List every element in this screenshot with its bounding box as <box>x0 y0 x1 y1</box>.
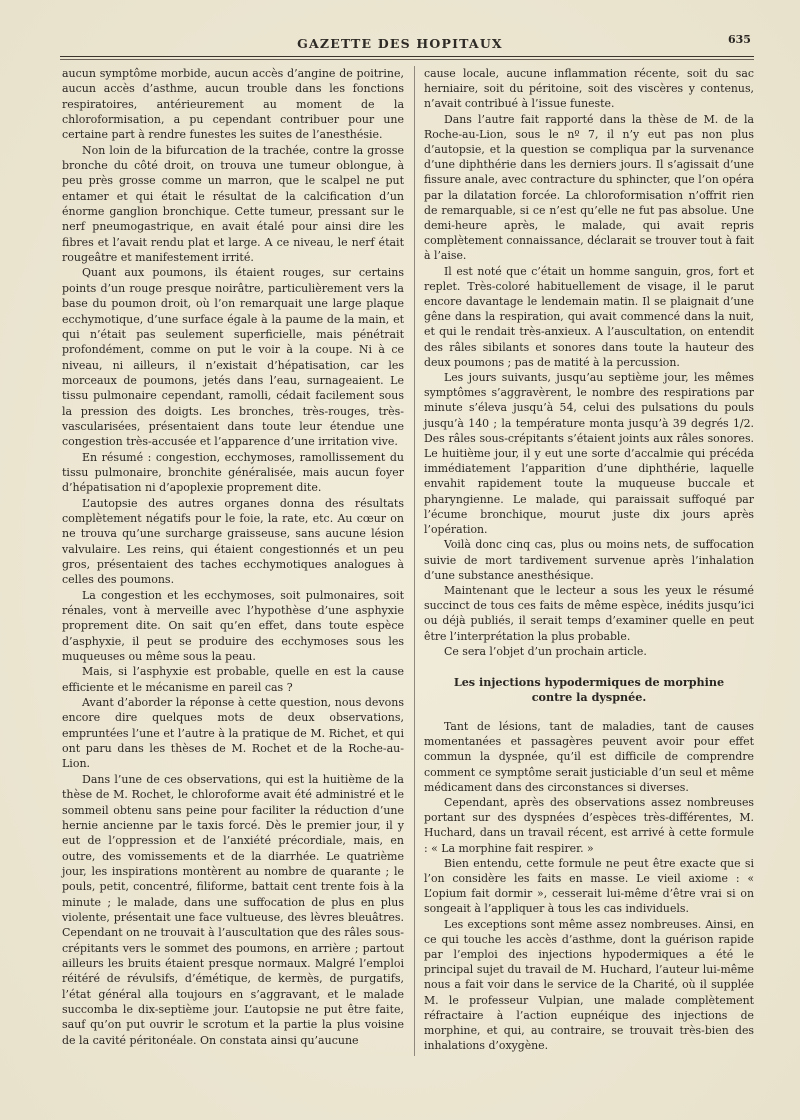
paragraph: La congestion et les ecchymoses, soit pulmonaires, soit rénales, vont à merveille avec l’hypothèse d’une asphyxie proprement dite. On sait qu’en effet, dans toute espèce d’asphyxie, il peut se produire des ecchymoses sous les muqueuses ou même sous la peau. <box>62 588 404 664</box>
paragraph: Cependant, après des observations assez nombreuses portant sur des dyspnées d’espèces très-différentes, M. Huchard, dans un travail récent, est arrivé à cette formule : « La morphine fait respirer. » <box>424 795 754 855</box>
paragraph: Voilà donc cinq cas, plus ou moins nets, de suffocation suivie de mort tardivement survenue après l’inhalation d’une substance anesthésique. <box>424 538 754 582</box>
paragraph: Bien entendu, cette formule ne peut être exacte que si l’on considère les faits en masse. Le vieil axiome : « L’opium fait dormir », cesserait lui-même d’être vrai si on songeait à l’appliquer à tous les cas individuels. <box>424 856 754 916</box>
right-column <box>424 66 754 1053</box>
paragraph: L’autopsie des autres organes donna des résultats complètement négatifs pour le foie, la rate, etc. Au cœur on ne trouva qu’une surcharge graisseuse, sans aucune lésion valvulaire. Les reins, qui étaient congestionnés et un peu gros, présentaient des taches ecchymotiques analogues à celles des poumons. <box>62 496 404 587</box>
right-column-new-article <box>424 719 754 1053</box>
paragraph: Tant de lésions, tant de maladies, tant de causes momentanées et passagères peuvent avoir pour effet commun la dyspnée, qu’il est difficile de comprendre comment ce symptôme serait justiciable d’un seul et même médicament dans des circonstances si diverses. <box>424 719 754 794</box>
paragraph: Quant aux poumons, ils étaient rouges, sur certains points d’un rouge presque noirâtre, particulièrement vers la base du poumon droit, où l’on remarquait une large plaque ecchymotique, d’une surface égale à la paume de la main, et qui n’était pas seulement superficielle, mais pénétrait profondément, comme on put le voir à la coupe. Ni à ce niveau, ni ailleurs, il n’existait d’hépatisation, car les morceaux de poumons, jetés dans l’eau, surnageaient. Le tissu pulmonaire cependant, ramolli, cédait facilement sous la pression des doigts. Les bronches, très-rouges, très-vascularisées, présentaient dans toute leur étendue une congestion très-accusée et l’apparence d’une irritation vive. <box>62 266 404 449</box>
header-rule <box>60 56 754 57</box>
paragraph: Avant d’aborder la réponse à cette question, nous devons encore dire quelques mots de deux observations, empruntées l’une et l’autre à la pratique de M. Richet, et qui ont paru dans les thèses de M. Rochet et de la Roche-au-Lion. <box>62 696 404 771</box>
newspaper-title: GAZETTE DES HOPITAUX <box>297 36 503 51</box>
paragraph: En résumé : congestion, ecchymoses, ramollissement du tissu pulmonaire, bronchite généralisée, mais aucun foyer d’hépatisation ni d’apoplexie proprement dite. <box>62 450 404 495</box>
paragraph: Ce sera l’objet d’un prochain article. <box>444 644 647 658</box>
column-divider <box>414 66 415 1056</box>
header-rule-thin <box>60 59 754 60</box>
left-column <box>62 66 404 1048</box>
paragraph: aucun symptôme morbide, aucun accès d’angine de poitrine, aucun accès d’asthme, aucun trouble dans les fonctions respiratoires, antérieurement au moment de la chloroformisation, a pu cependant contribuer pour une certaine part à rendre funestes les suites de l’anesthésie. <box>62 67 404 142</box>
page-number: 635 <box>728 33 751 46</box>
paragraph: Il est noté que c’était un homme sanguin, gros, fort et replet. Très-coloré habituellement de visage, il le parut encore davantage le lendemain matin. Il se plaignait d’une gêne dans la respiration, qui avait commencé dans la nuit, et qui le rendait très-anxieux. A l’auscultation, on entendit des râles sibilants et sonores dans toute la hauteur des deux poumons ; pas de matité à la percussion. <box>424 264 754 369</box>
paragraph: cause locale, aucune inflammation récente, soit du sac herniaire, soit du péritoine, soit des viscères y contenus, n’avait contribué à l’issue funeste. <box>424 67 754 111</box>
paragraph: Mais, si l’asphyxie est probable, quelle en est la cause efficiente et le mécanisme en pareil cas ? <box>62 665 404 694</box>
paragraph: Dans l’autre fait rapporté dans la thèse de M. de la Roche-au-Lion, sous le nº 7, il n’y eut pas non plus d’autopsie, et la question se compliqua par la survenance d’une diphthérie dans les derniers jours. Il s’agissait d’une fissure anale, avec contracture du sphincter, que l’on opéra par la dilatation forcée. La chloroformisation n’offrit rien de remarquable, si ce n’est qu’elle ne fut pas absolue. Une demi-heure après, le malade, qui avait repris complètement connaissance, déclarait se trouver tout à fait à l’aise. <box>424 112 754 263</box>
section-title: Les injections hypodermiques de morphine contre la dyspnée. <box>453 674 725 704</box>
paragraph: Les exceptions sont même assez nombreuses. Ainsi, en ce qui touche les accès d’asthme, dont la guérison rapide par l’emploi des injections hypodermiques a été le principal sujet du travail de M. Huchard, l’auteur lui-même nous a fait voir dans le service de la Charité, où il supplée M. le professeur Vulpian, une malade complètement réfractaire à l’action eupnéique des injections de morphine, et qui, au contraire, se trouvait très-bien des inhalations d’oxygène. <box>424 917 754 1053</box>
paragraph: Non loin de la bifurcation de la trachée, contre la grosse bronche du côté droit, on trouva une tumeur oblongue, à peu près grosse comme un marron, que le scalpel ne put entamer et qui était le résultat de la calcification d’un énorme ganglion bronchique. Cette tumeur, pressant sur le nerf pneumogastrique, en avait étalé pour ainsi dire les fibres et l’avait rendu plat et large. A ce niveau, le nerf était rougeâtre et manifestement irrité. <box>62 143 404 265</box>
paragraph: Les jours suivants, jusqu’au septième jour, les mêmes symptômes s’aggravèrent, le nombre des respirations par minute s’éleva jusqu’à 54, celui des pulsations du pouls jusqu’à 140 ; la température monta jusqu’à 39 degrés 1/2. Des râles sous-crépitants s’étaient joints aux râles sonores. Le huitième jour, il y eut une sorte d’accalmie qui précéda immédiatement l’apparition d’une diphthérie, laquelle envahit rapidement toute la muqueuse buccale et pharyngienne. Le malade, qui paraissait suffoqué par l’écume bronchique, mourut juste dix jours après l’opération. <box>424 371 754 537</box>
right-column-article-end <box>424 66 754 659</box>
paragraph: Dans l’une de ces observations, qui est la huitième de la thèse de M. Rochet, le chloroforme avait été administré et le sommeil obtenu sans peine pour faciliter la réduction d’une hernie ancienne par le taxis forcé. Dès le premier jour, il y eut de l’oppression et de l’anxiété précordiale, mais, en outre, des vomissements et de la diarrhée. Le quatrième jour, les inspirations montèrent au nombre de quarante ; le pouls, petit, concentré, filiforme, battait cent trente fois à la minute ; le malade, dans une suffocation de plus en plus violente, présentait une face vultueuse, des lèvres bleuâtres. Cependant on ne trouvait à l’auscultation que des râles sous-crépitants vers le sommet des poumons, en arrière ; partout ailleurs les bruits étaient presque normaux. Malgré l’emploi réitéré de révulsifs, d’émétique, de kermès, de purgatifs, l’état général alla toujours en s’aggravant, et le malade succomba le dix-septième jour. L’autopsie ne put être faite, sauf qu’on put ouvrir le scrotum et la partie la plus voisine de la cavité péritonéale. On constata ainsi qu’aucune <box>62 772 404 1047</box>
paragraph: Maintenant que le lecteur a sous les yeux le résumé succinct de tous ces faits de même espèce, inédits jusqu’ici ou déjà publiés, il serait temps d’examiner quelle en peut être l’interprétation la plus probable. <box>424 583 754 643</box>
